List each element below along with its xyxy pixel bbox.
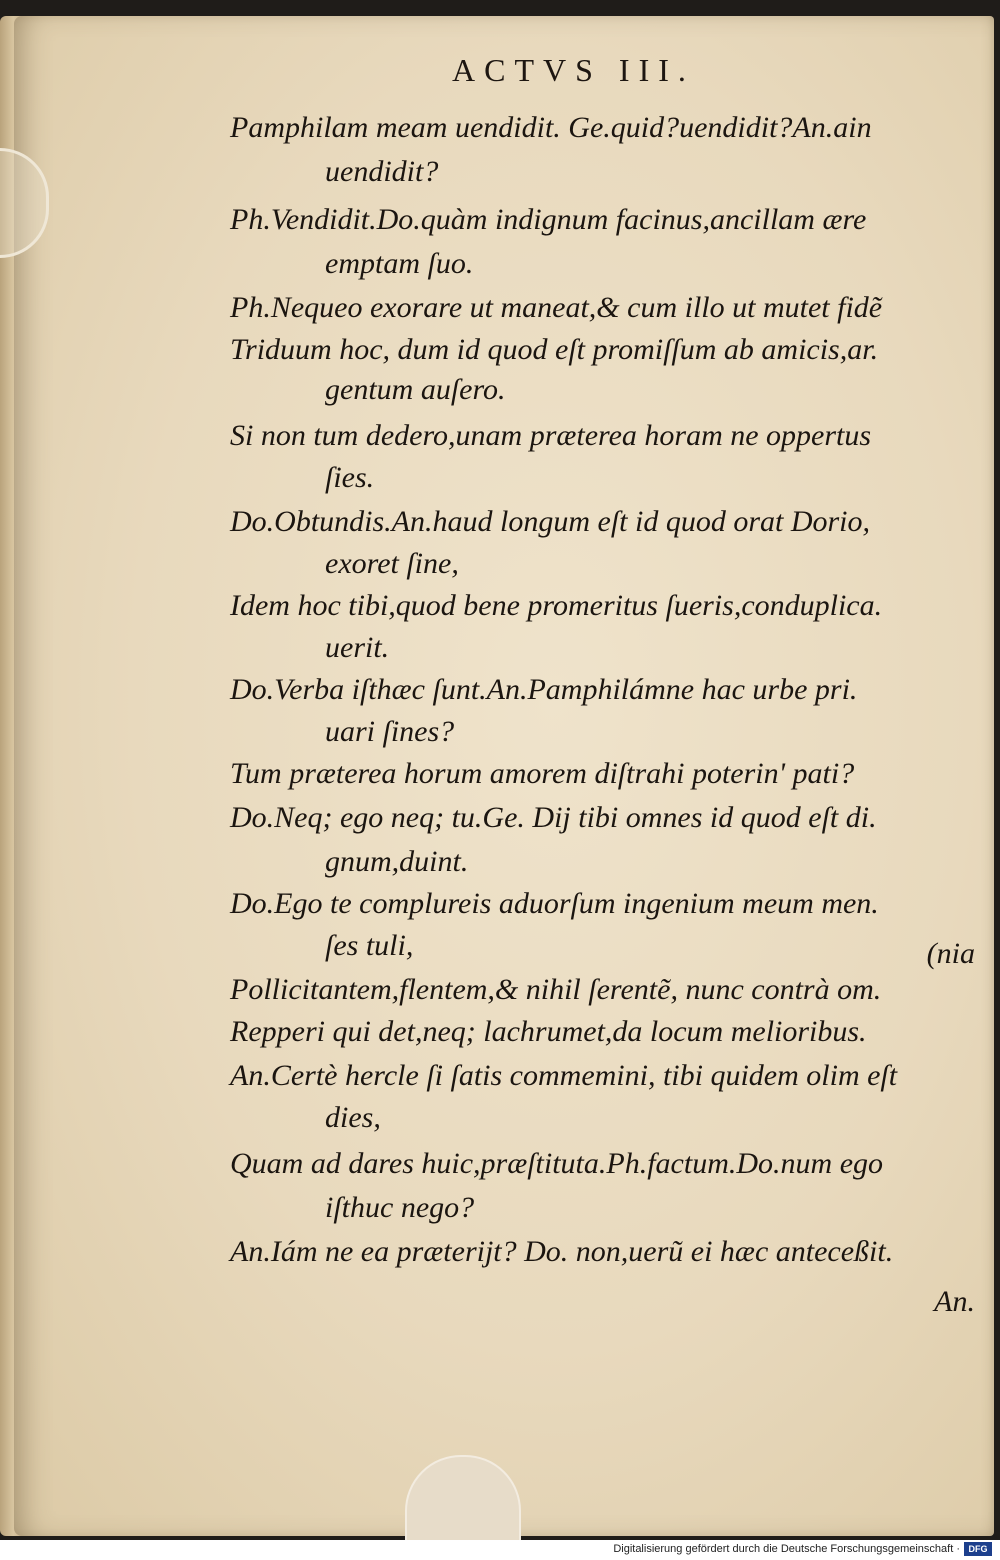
- text-line: Do.Ego te complureis aduorſum ingenium meum men.: [230, 887, 879, 920]
- text-line: uendidit?: [325, 155, 439, 188]
- text-line: Idem hoc tibi,quod bene promeritus ſueris,conduplica.: [230, 589, 883, 622]
- text-line: Quam ad dares huic,præſtituta.Ph.factum.Do.num ego: [230, 1147, 884, 1180]
- text-line: An.Iám ne ea præterijt? Do. non,uerũ ei hæc anteceßit.: [230, 1235, 894, 1268]
- text-line: Do.Verba iſthæc ſunt.An.Pamphilámne hac urbe pri.: [230, 673, 858, 706]
- text-line: exoret ſine,: [325, 547, 459, 580]
- text-line: emptam ſuo.: [325, 247, 474, 280]
- text-line: Tum præterea horum amorem diſtrahi poterin' pati?: [230, 757, 855, 790]
- text-line: uari ſines?: [325, 715, 455, 748]
- text-line: uerit.: [325, 631, 390, 664]
- text-line: Pamphilam meam uendidit. Ge.quid?uendidit?An.ain: [230, 111, 872, 144]
- text-line: Pollicitantem,flentem,& nihil ſerentẽ, nunc contrà om.: [230, 973, 882, 1006]
- catchword: An.: [934, 1285, 975, 1318]
- text-line: An.Certè hercle ſi ſatis commemini, tibi quidem olim eſt: [230, 1059, 898, 1092]
- text-line: dies,: [325, 1101, 381, 1134]
- dfg-logo: DFG: [964, 1542, 992, 1556]
- text-line: Triduum hoc, dum id quod eſt promiſſum ab amicis,ar.: [230, 333, 879, 366]
- funding-notice: Digitalisierung gefördert durch die Deutsche Forschungsgemeinschaft ·: [613, 1543, 960, 1555]
- text-line: Repperi qui det,neq; lachrumet,da locum melioribus.: [230, 1015, 867, 1048]
- text-line: iſthuc nego?: [325, 1191, 475, 1224]
- text-line: Ph.Vendidit.Do.quàm indignum facinus,ancillam ære: [230, 203, 867, 236]
- text-line: Do.Neq; ego neq; tu.Ge. Dij tibi omnes id quod eſt di.: [230, 801, 877, 834]
- running-header: ACTVS III.: [452, 52, 695, 88]
- text-line: Ph.Nequeo exorare ut maneat,& cum illo ut mutet fidẽ: [230, 291, 883, 324]
- text-line: ſies.: [325, 461, 375, 494]
- text-line: (nia: [926, 937, 975, 970]
- text-line: gnum,duint.: [325, 845, 469, 878]
- text-line: ſes tuli,: [325, 929, 414, 962]
- text-line: Do.Obtundis.An.haud longum eſt id quod orat Dorio,: [230, 505, 871, 538]
- text-line: gentum auſero.: [325, 373, 506, 406]
- text-line: Si non tum dedero,unam præterea horam ne oppertus: [230, 419, 872, 452]
